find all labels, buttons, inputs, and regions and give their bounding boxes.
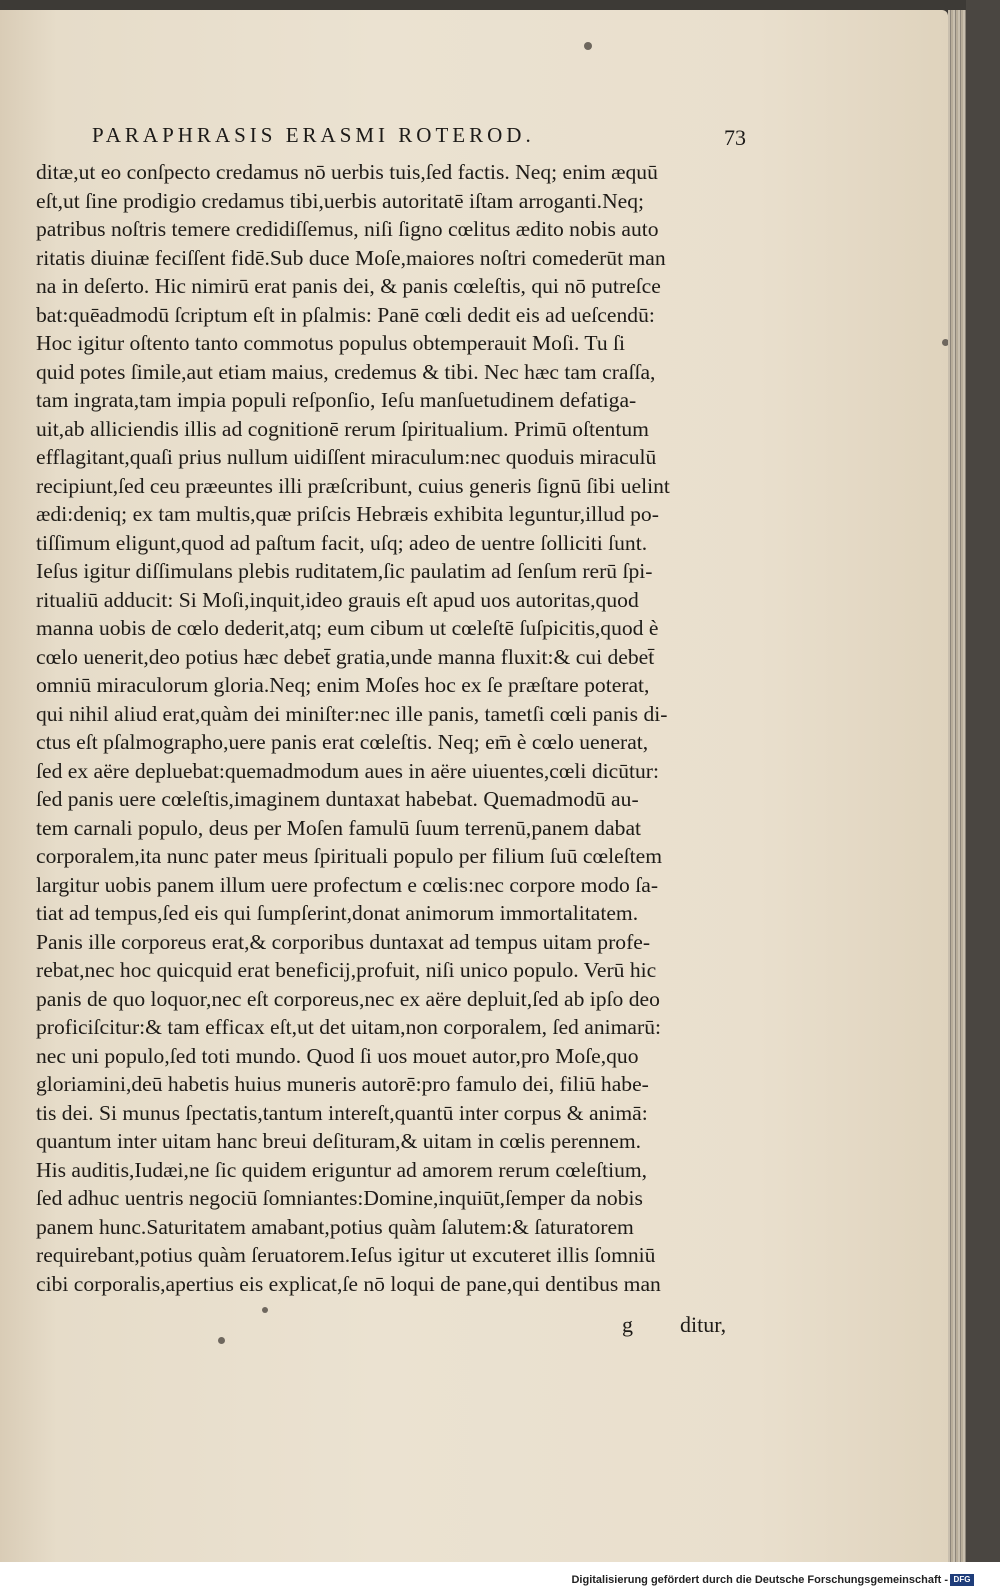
text-line: bat:quēadmodū ſcriptum eſt in pſalmis: Panē cœli dedit eis ad ueſcendū: [36, 302, 655, 327]
text-line: ſed panis uere cœleſtis,imaginem duntaxat habebat. Quemadmodū au- [36, 787, 639, 811]
digitization-footer [0, 1562, 1000, 1596]
text-line: nec uni populo,ſed toti mundo. Quod ſi uos mouet autor,pro Moſe,quo [36, 1043, 639, 1068]
text-line: ſed ex aëre depluebat:quemadmodum aues in aëre uiuentes,cœli dicūtur: [36, 758, 659, 783]
text-line: ritatis diuinæ feciſſent fidē.Sub duce Moſe,maiores noſtri comederūt man [36, 245, 666, 270]
scan-right-margin [966, 0, 1000, 1562]
text-line: rebat,nec hoc quicquid erat beneficij,profuit, niſi unico populo. Verū hic [36, 958, 657, 982]
text-line: omniū miraculorum gloria.Neq; enim Moſes hoc ex ſe præſtare poterat, [36, 673, 650, 697]
text-line: efflagitant,quaſi prius nullum uidiſſent miraculum:nec quoduis miraculū [36, 445, 657, 469]
text-line: manna uobis de cœlo dederit,atq; eum cibum ut cœleſtē ſuſpicitis,quod è [36, 616, 659, 640]
text-line: qui nihil aliud erat,quàm dei miniſter:nec ille panis, tametſi cœli panis di- [36, 701, 668, 726]
page-header [92, 123, 772, 155]
text-line: Hoc igitur oſtento tanto commotus populus obtemperauit Moſi. Tu ſi [36, 331, 626, 355]
text-line: recipiunt,ſed ceu præeuntes illi præſcribunt, cuius generis ſignū ſibi uelint [36, 473, 670, 498]
text-line: panis de quo loquor,nec eſt corporeus,nec ex aëre depluit,ſed ab ipſo deo [36, 986, 660, 1011]
dfg-logo: DFG [950, 1574, 974, 1586]
text-line: cibi corporalis,apertius eis explicat,ſe nō loqui de pane,qui dentibus man [36, 1271, 661, 1296]
text-line: gloriamini,deū habetis huius muneris autorē:pro famulo dei, filiū habe- [36, 1072, 649, 1096]
text-line: eſt,ut ſine prodigio credamus tibi,uerbis autoritatē iſtam arroganti.Neq; [36, 188, 645, 213]
text-line: cœlo uenerit,deo potius hæc debet̄ gratia,unde manna fluxit:& cui debet̄ [36, 644, 655, 669]
catchword: ditur, [680, 1312, 727, 1337]
text-line: His auditis,Iudæi,ne ſic quidem eriguntur ad amorem rerum cœleſtium, [36, 1157, 648, 1182]
text-line: na in deſerto. Hic nimirū erat panis dei, & panis cœleſtis, qui nō putreſce [36, 274, 661, 298]
text-line: ſed adhuc uentris negociū ſomniantes:Domine,inquiūt,ſemper da nobis [36, 1186, 643, 1210]
ink-speck [584, 42, 592, 50]
text-line: Panis ille corporeus erat,& corporibus duntaxat ad tempus uitam profe- [36, 929, 651, 954]
text-line: Ieſus igitur diſſimulans plebis ruditatem,ſic paulatim ad ſenſum rerū ſpi- [36, 559, 653, 583]
text-line: tiſſimum eligunt,quod ad paſtum facit, uſq; adeo de uentre ſolliciti ſunt. [36, 530, 648, 555]
text-line: quid potes ſimile,aut etiam maius, credemus & tibi. Nec hæc tam craſſa, [36, 359, 656, 384]
text-line: patribus noſtris temere credidiſſemus, niſi ſigno cœlitus ædito nobis auto [36, 217, 659, 241]
text-line: tiat ad tempus,ſed eis qui ſumpſerint,donat animorum immortalitatem. [36, 901, 639, 925]
running-head: PARAPHRASIS ERASMI ROTEROD. [92, 123, 535, 147]
text-line: ditæ,ut eo conſpecto credamus nō uerbis tuis,ſed factis. Neq; enim æquū [36, 160, 658, 184]
text-line: ctus eſt pſalmographo,uere panis erat cœleſtis. Neq; em̄ è cœlo uenerat, [36, 730, 649, 754]
text-line: uit,ab alliciendis illis ad cognitionē rerum ſpiritualium. Primū oſtentum [36, 416, 649, 441]
text-line: panem hunc.Saturitatem amabant,potius quàm ſalutem:& ſaturatorem [36, 1214, 634, 1239]
ink-speck [218, 1337, 225, 1344]
ink-speck [262, 1307, 268, 1313]
text-line: tam ingrata,tam impia populi reſponſio, Ieſu manſuetudinem defatiga- [36, 388, 637, 412]
signature-mark: g [622, 1312, 633, 1337]
funding-credit: Digitalisierung gefördert durch die Deutsche Forschungsgemeinschaft - [571, 1574, 948, 1586]
text-line: ædi:deniq; ex tam multis,quæ priſcis Hebræis exhibita leguntur,illud po- [36, 502, 659, 526]
text-line: quantum inter uitam hanc breui deſituram,& uitam in cœlis perennem. [36, 1129, 642, 1153]
page-number: 73 [724, 125, 746, 150]
text-line: proficiſcitur:& tam efficax eſt,ut det uitam,non corporalem, ſed animarū: [36, 1015, 662, 1039]
text-line: ritualiū adducit: Si Moſi,inquit,ideo grauis eſt apud uos autoritas,quod [36, 587, 639, 612]
text-line: largitur uobis panem illum uere profectum e cœlis:nec corpore modo ſa- [36, 872, 659, 897]
page-foot [620, 1312, 780, 1342]
page-block-edge [948, 10, 966, 1562]
body-text [36, 158, 780, 1298]
text-line: corporalem,ita nunc pater meus ſpirituali populo per filium ſuū cœleſtem [36, 844, 663, 868]
text-line: tis dei. Si munus ſpectatis,tantum intereſt,quantū inter corpus & animā: [36, 1100, 648, 1125]
text-line: requirebant,potius quàm ſeruatorem.Ieſus igitur ut excuteret illis ſomniū [36, 1243, 656, 1267]
book-page [0, 10, 948, 1562]
text-line: tem carnali populo, deus per Moſen famulū ſuum terrenū,panem dabat [36, 815, 642, 840]
